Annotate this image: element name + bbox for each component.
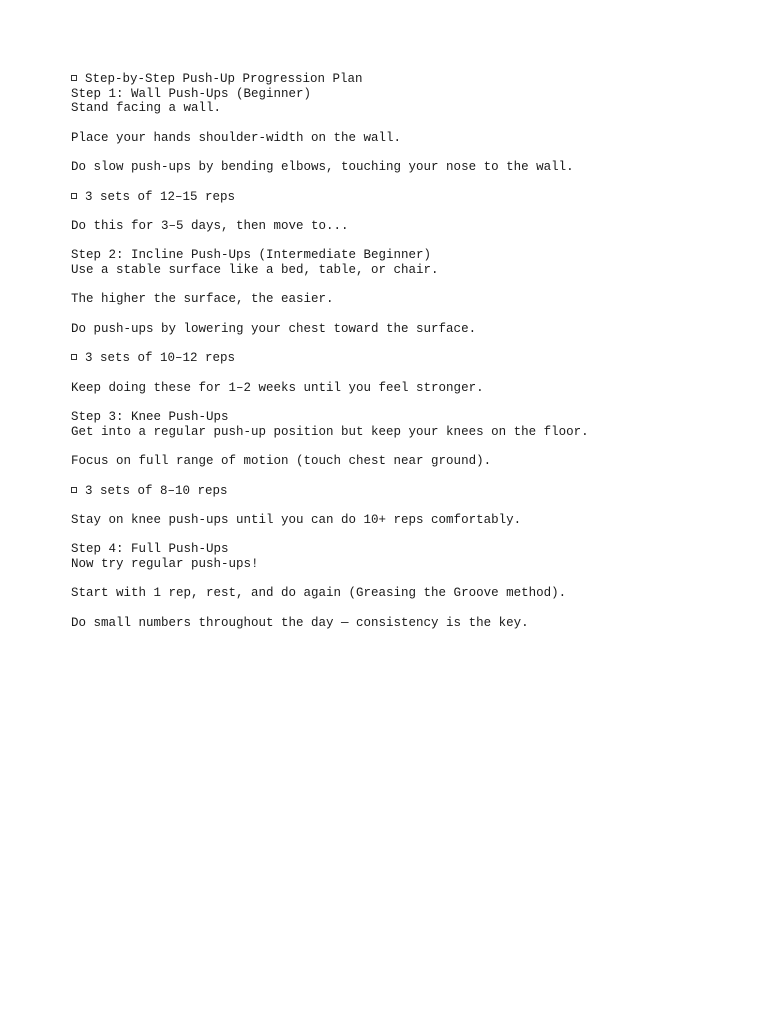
step-3-heading: Step 3: Knee Push-Ups [71,410,229,425]
step-4-line-3: Do small numbers throughout the day — consistency is the key. [71,615,529,630]
document-title-line [71,72,751,87]
square-bullet-icon [71,354,77,360]
step-4-line-1: Now try regular push-ups! [71,556,259,571]
step-4-line-2: Start with 1 rep, rest, and do again (Greasing the Groove method). [71,586,567,601]
step-2-line-3: Do push-ups by lowering your chest toward the surface. [71,321,477,336]
step-3-note: Stay on knee push-ups until you can do 10+ reps comfortably. [71,512,522,527]
square-bullet-icon [71,487,77,493]
step-4-heading: Step 4: Full Push-Ups [71,542,229,557]
step-1-line-3: Do slow push-ups by bending elbows, touching your nose to the wall. [71,160,574,175]
step-3-line-1: Get into a regular push-up position but keep your knees on the floor. [71,424,589,439]
step-1-line-2: Place your hands shoulder-width on the wall. [71,130,402,145]
step-1-note: Do this for 3–5 days, then move to... [71,218,349,233]
step-2-line-2: The higher the surface, the easier. [71,292,334,307]
step-1-sets: 3 sets of 12–15 reps [85,189,236,204]
step-1-heading: Step 1: Wall Push-Ups (Beginner) [71,86,312,101]
step-2-sets: 3 sets of 10–12 reps [85,351,236,366]
document-title: Step-by-Step Push-Up Progression Plan [85,72,363,86]
square-bullet-icon [71,193,77,199]
step-2-note: Keep doing these for 1–2 weeks until you feel stronger. [71,380,484,395]
step-1-line-1: Stand facing a wall. [71,101,222,116]
step-3-line-2: Focus on full range of motion (touch chest near ground). [71,454,492,469]
square-bullet-icon [71,75,77,81]
step-2-line-1: Use a stable surface like a bed, table, or chair. [71,263,439,278]
step-2-heading: Step 2: Incline Push-Ups (Intermediate Beginner) [71,248,432,263]
step-3-sets-line [71,484,751,499]
document-body [71,72,751,630]
step-3-sets: 3 sets of 8–10 reps [85,483,228,498]
step-1-sets-line [71,190,751,205]
step-2-sets-line [71,351,751,366]
